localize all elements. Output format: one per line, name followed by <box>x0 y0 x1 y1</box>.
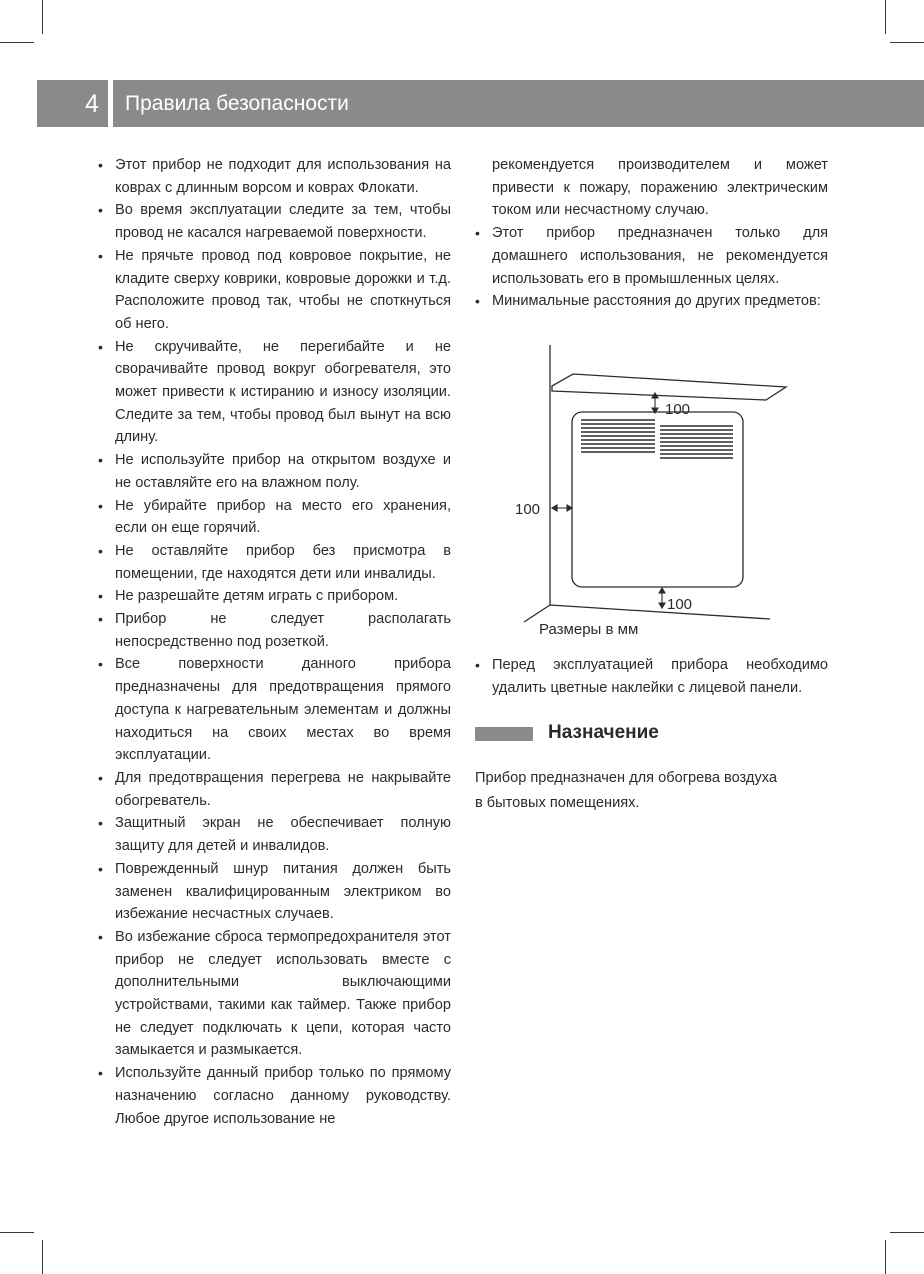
list-item-text: Защитный экран не обеспечивает полную защиту для детей и инвалидов. <box>115 815 451 855</box>
crop-mark <box>885 0 886 34</box>
bullet-icon: • <box>98 497 103 514</box>
crop-mark <box>890 42 924 43</box>
crop-mark <box>0 42 34 43</box>
list-item <box>98 154 451 199</box>
list-item-text: Во время эксплуатации следите за тем, чтобы провод не касался нагреваемой поверхности. <box>115 202 451 242</box>
list-item-text: Используйте данный прибор только по прямому назначению согласно данному руководству. Любое другое использование не <box>115 1065 451 1127</box>
bullet-icon: • <box>475 225 480 242</box>
list-item-text: Все поверхности данного прибора предназначены для предотвращения прямого доступа к нагревательным элементам и должны находиться на своих местах во время эксплуатации. <box>115 656 451 764</box>
list-item-text: Прибор не следует располагать непосредственно под розеткой. <box>115 611 451 650</box>
continuation-text: рекомендуется производителем и может привести к пожару, поражению электрическим током или несчастному случаю. <box>492 157 828 219</box>
section-marker <box>475 727 533 741</box>
safety-list <box>98 154 451 1130</box>
crop-mark <box>885 1240 886 1274</box>
after-diagram-list-wrap <box>475 654 828 699</box>
list-item <box>98 653 451 767</box>
bullet-icon: • <box>98 588 103 605</box>
list-item <box>98 585 451 608</box>
list-item <box>475 654 828 699</box>
bullet-icon: • <box>98 338 103 355</box>
list-item <box>98 199 451 244</box>
side-dimension-arrow <box>552 505 572 511</box>
list-item <box>98 858 451 926</box>
bottom-clearance-label: 100 <box>667 596 693 613</box>
bullet-icon: • <box>98 202 103 219</box>
list-item <box>98 540 451 585</box>
list-item <box>98 926 451 1062</box>
page-number: 4 <box>85 90 99 118</box>
list-item-text: Не используйте прибор на открытом воздухе и не оставляйте его на влажном полу. <box>115 452 451 491</box>
list-item <box>98 245 451 336</box>
safety-list-continued <box>475 222 828 313</box>
list-item <box>475 222 828 290</box>
list-item-text: Этот прибор предназначен только для домашнего использования, не рекомендуется использовать его в промышленных целях. <box>492 225 828 287</box>
floor-line <box>524 605 550 622</box>
list-item-text: Не скручивайте, не перегибайте и не сворачивайте провод вокруг обогревателя, это может привести к истиранию и износу изоляции. Следите за тем, чтобы провод был вынут на всю длину. <box>115 338 451 446</box>
list-item-text: Минимальные расстояния до других предметов: <box>492 293 821 310</box>
side-clearance-label: 100 <box>515 501 541 518</box>
bullet-icon: • <box>98 769 103 786</box>
list-item <box>98 336 451 450</box>
bullet-icon: • <box>98 247 103 264</box>
right-column <box>475 154 828 313</box>
floor-line <box>550 605 770 619</box>
list-item <box>98 767 451 812</box>
top-dimension-arrow <box>652 393 658 413</box>
page-title: Правила безопасности <box>125 92 349 115</box>
list-item-text: Не прячьте провод под ковровое покрытие, не кладите сверху коврики, ковровые дорожки и т.д. Расположите провод так, чтобы не споткнуться об него. <box>115 247 451 332</box>
bullet-icon: • <box>98 656 103 673</box>
list-item <box>98 449 451 494</box>
bullet-icon: • <box>98 542 103 559</box>
list-item <box>98 608 451 653</box>
diagram-caption: Размеры в мм <box>539 621 639 638</box>
list-item-text: Во избежание сброса термопредохранителя этот прибор не следует использовать вместе с дополнительными выключающими устройствами, такими как таймер. Также прибор не следует подключать к цепи, которая часто замыкается и размыкается. <box>115 928 451 1059</box>
header-divider <box>108 80 113 127</box>
section-heading: Назначение <box>548 722 659 743</box>
bottom-dimension-arrow <box>659 588 665 608</box>
list-item-text: Для предотвращения перегрева не накрывайте обогреватель. <box>115 769 451 809</box>
bullet-icon: • <box>98 611 103 628</box>
crop-mark <box>42 1240 43 1274</box>
list-item-text: Поврежденный шнур питания должен быть заменен квалифицированным электриком во избежание несчастных случаев. <box>115 860 451 923</box>
crop-mark <box>0 1232 34 1233</box>
page-header <box>37 80 924 127</box>
bullet-icon: • <box>98 815 103 832</box>
list-item-text: Не убирайте прибор на место его хранения, если он еще горячий. <box>115 497 451 537</box>
top-clearance-label: 100 <box>665 401 691 418</box>
bullet-icon: • <box>98 1065 103 1082</box>
list-item <box>98 495 451 540</box>
bullet-icon: • <box>98 928 103 945</box>
list-item-text: Этот прибор не подходит для использования на коврах с длинным ворсом и коврах Флокати. <box>115 157 451 196</box>
heater-grille <box>581 420 733 458</box>
after-diagram-list <box>475 654 828 699</box>
bullet-icon: • <box>475 293 480 310</box>
list-item <box>475 290 828 313</box>
list-item-text: Перед эксплуатацией прибора необходимо удалить цветные наклейки с лицевой панели. <box>492 657 828 696</box>
crop-mark <box>890 1232 924 1233</box>
bullet-icon: • <box>98 157 103 173</box>
crop-mark <box>42 0 43 34</box>
bullet-icon: • <box>98 452 103 469</box>
clearance-diagram <box>475 340 828 645</box>
list-item-text: Не разрешайте детям играть с прибором. <box>115 588 399 605</box>
left-column <box>98 154 451 1130</box>
bullet-icon: • <box>475 657 480 673</box>
list-item <box>98 812 451 857</box>
list-item <box>98 1062 451 1130</box>
list-item-text: Не оставляйте прибор без присмотра в помещении, где находятся дети или инвалиды. <box>115 542 451 582</box>
bullet-icon: • <box>98 860 103 877</box>
shelf-shape <box>552 374 786 400</box>
section-text: Прибор предназначен для обогрева воздуха в бытовых помещениях. <box>475 770 777 811</box>
